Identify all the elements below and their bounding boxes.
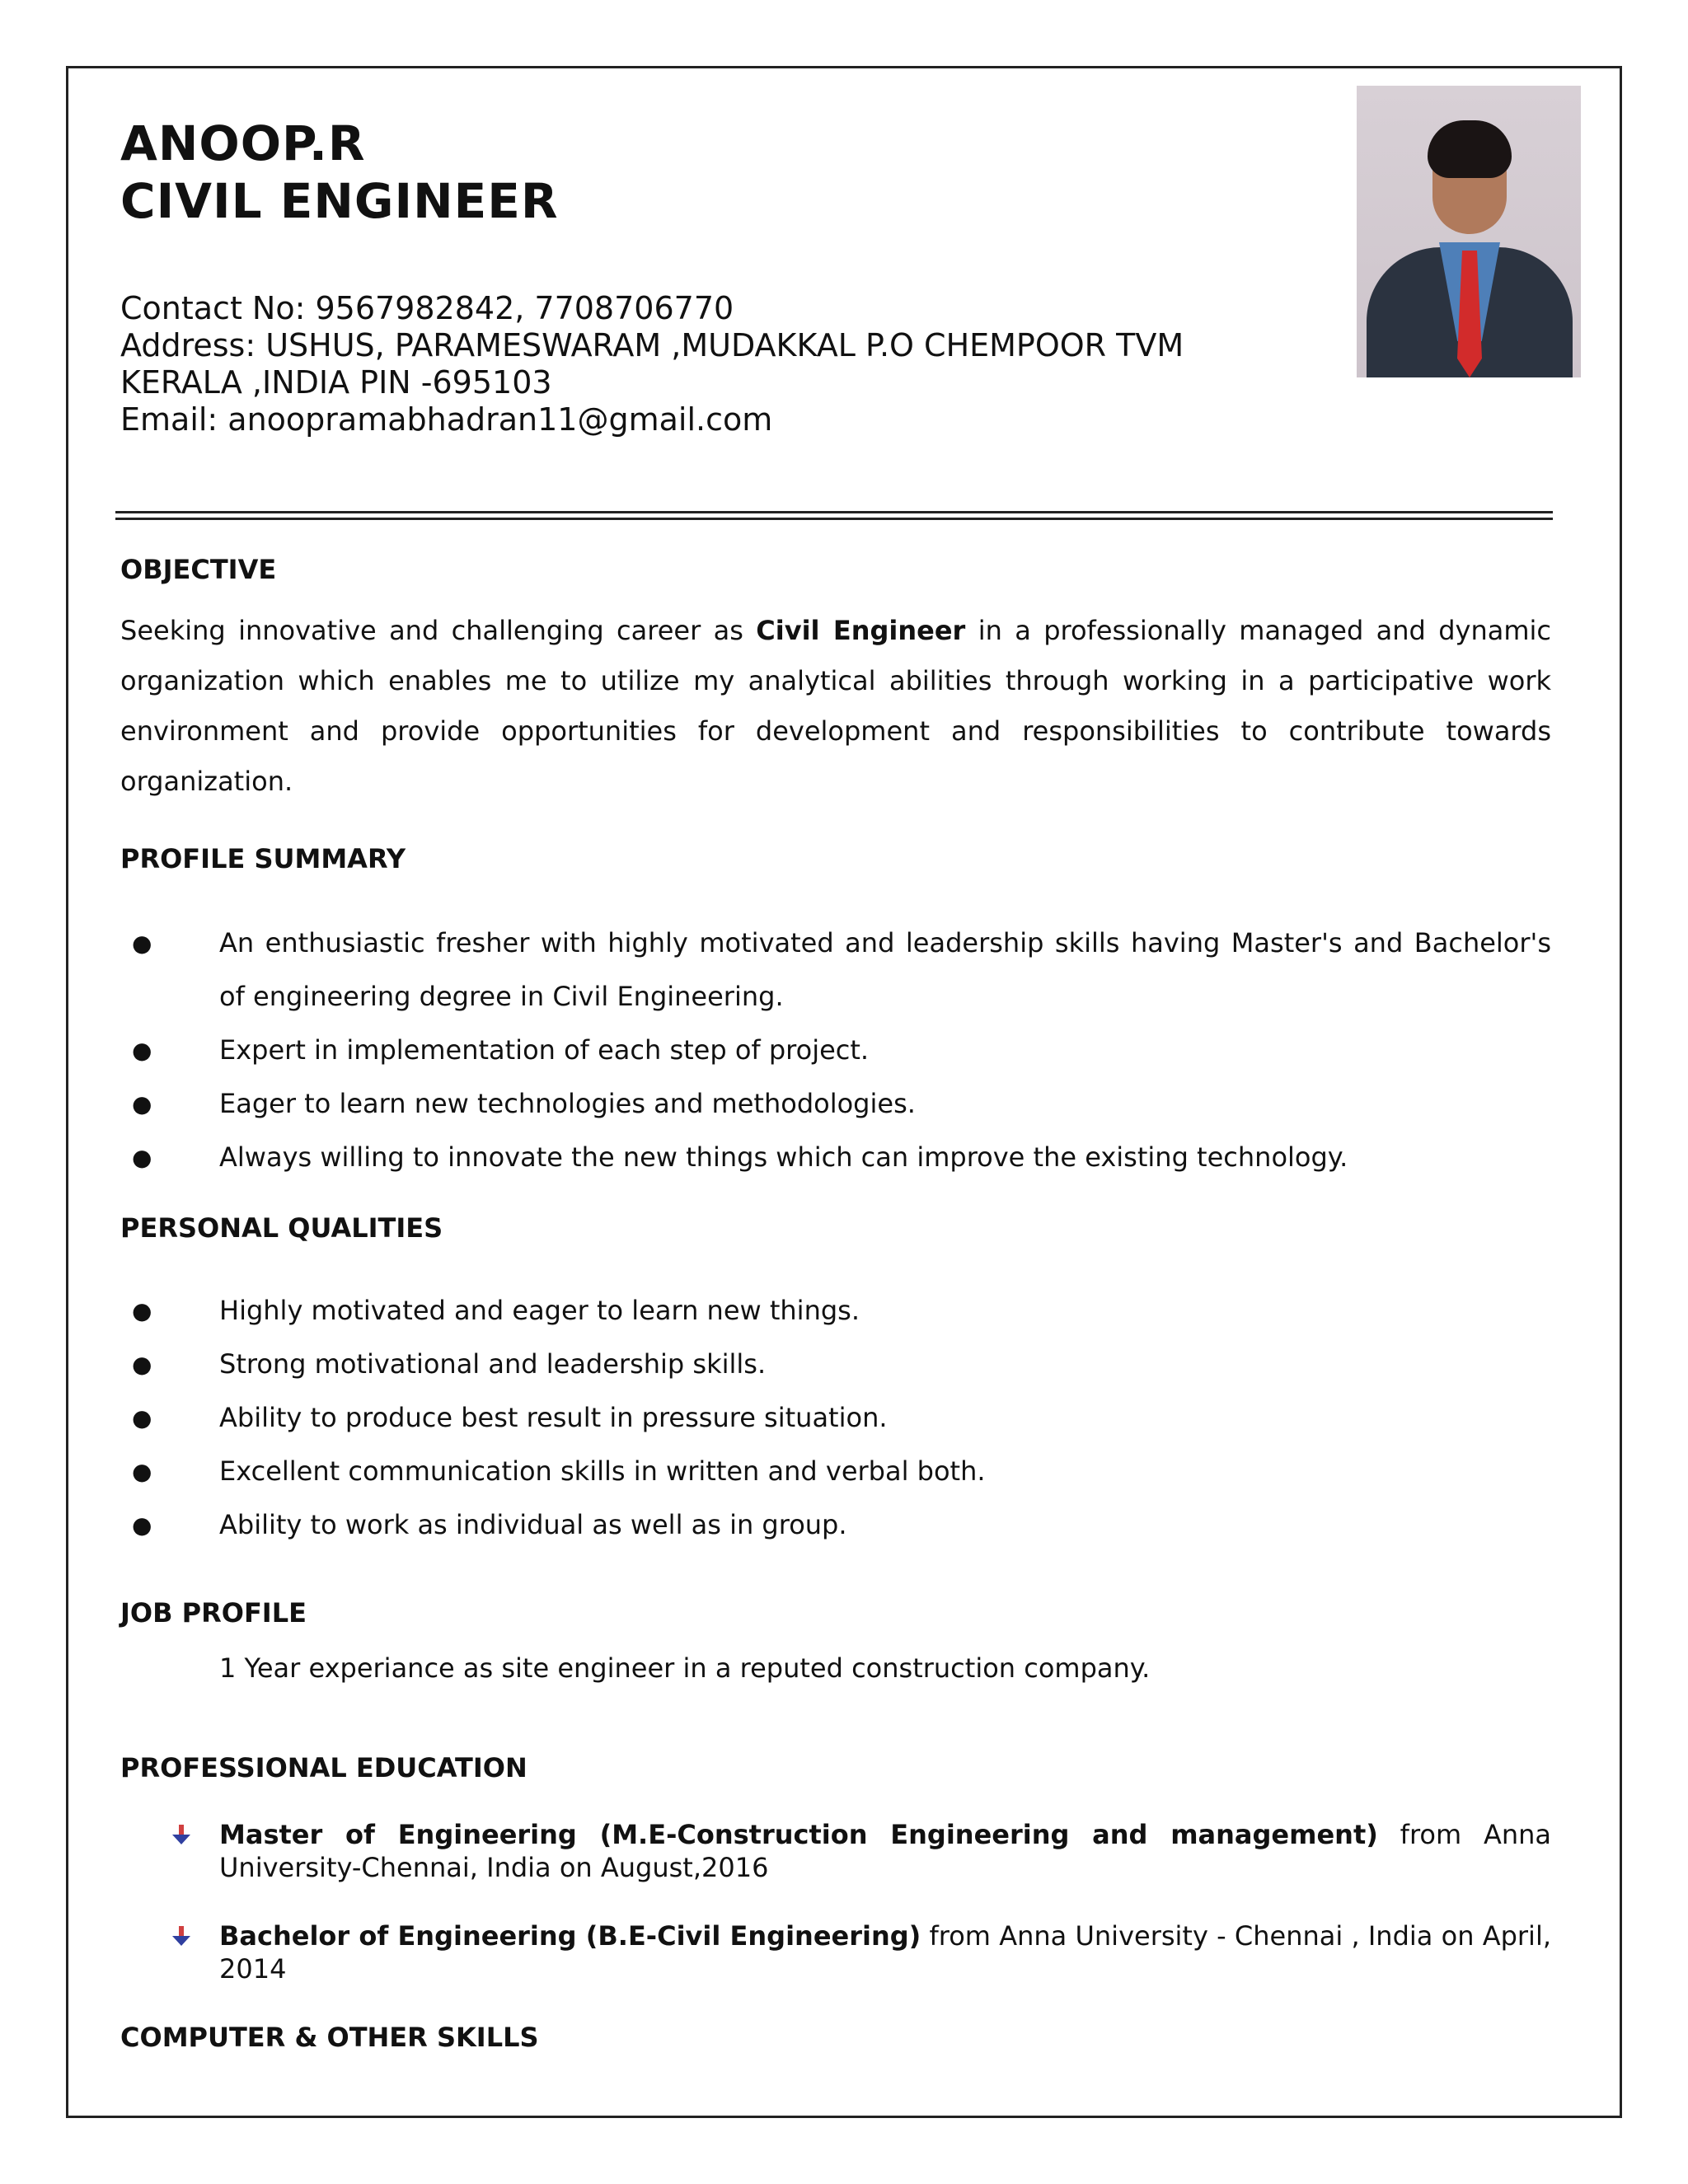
list-item-text: Excellent communication skills in written and verbal both. <box>219 1455 986 1487</box>
list-item-text: Highly motivated and eager to learn new things. <box>219 1295 860 1326</box>
list-item <box>120 1498 1551 1552</box>
list-item <box>120 1077 1551 1131</box>
list-item-text: Strong motivational and leadership skills. <box>219 1348 767 1380</box>
list-item-text: Eager to learn new technologies and methodologies. <box>219 1088 916 1119</box>
contact-email: Email: anoopramabhadran11@gmail.com <box>120 401 773 438</box>
list-item <box>120 1391 1551 1445</box>
objective-heading: OBJECTIVE <box>120 554 277 585</box>
list-item-text: Ability to work as individual as well as in group. <box>219 1509 847 1540</box>
personal-qualities-list <box>120 1284 1551 1552</box>
list-item <box>120 1131 1551 1184</box>
education-item-masters <box>120 1818 1551 1892</box>
objective-text-bold: Civil Engineer <box>756 615 966 646</box>
bullet-dot-icon: ● <box>132 1037 152 1064</box>
profile-summary-heading: PROFILE SUMMARY <box>120 843 406 874</box>
list-item-text: Expert in implementation of each step of project. <box>219 1034 870 1066</box>
education-degree: Master of Engineering (M.E-Construction Engineering and management) <box>219 1819 1378 1850</box>
bullet-dot-icon: ● <box>132 930 152 957</box>
education-item-text <box>219 1818 1551 1884</box>
bullet-dot-icon: ● <box>132 1297 152 1324</box>
job-profile-heading: JOB PROFILE <box>120 1597 307 1629</box>
profile-summary-list <box>120 916 1551 1184</box>
contact-address-line1: Address: USHUS, PARAMESWARAM ,MUDAKKAL P.O CHEMPOOR TVM <box>120 327 1184 363</box>
objective-text-end: in a professionally managed and dynamic organization which enables me to utilize my analytical abilities through working in a participative work environment and provide opportunities for development and responsibilities to contribute towards organization. <box>120 615 1552 797</box>
header-divider-top <box>115 511 1553 513</box>
profile-photo <box>1357 86 1581 377</box>
education-heading: PROFESSIONAL EDUCATION <box>120 1752 528 1783</box>
bullet-dot-icon: ● <box>132 1404 152 1432</box>
objective-text <box>120 606 1551 807</box>
bullet-dot-icon: ● <box>132 1351 152 1378</box>
contact-block <box>120 290 1184 438</box>
education-item-text <box>219 1919 1551 1985</box>
bullet-dot-icon: ● <box>132 1511 152 1539</box>
list-item <box>120 1338 1551 1391</box>
header-divider-bottom <box>115 518 1553 520</box>
candidate-title: CIVIL ENGINEER <box>120 173 559 229</box>
job-profile-text: 1 Year experiance as site engineer in a reputed construction company. <box>219 1652 1151 1684</box>
list-item <box>120 1024 1551 1077</box>
bullet-dot-icon: ● <box>132 1458 152 1485</box>
education-details: from Anna University-Chennai, India on August,2016 <box>219 1819 1552 1883</box>
candidate-name: ANOOP.R <box>120 115 366 171</box>
list-item <box>120 916 1551 1024</box>
contact-address-line2: KERALA ,INDIA PIN -695103 <box>120 364 552 401</box>
skills-heading: COMPUTER & OTHER SKILLS <box>120 2022 539 2053</box>
personal-qualities-heading: PERSONAL QUALITIES <box>120 1212 443 1244</box>
bullet-dot-icon: ● <box>132 1144 152 1171</box>
list-item <box>120 1445 1551 1498</box>
education-item-bachelors <box>120 1919 1551 1994</box>
down-arrow-icon <box>170 1823 193 1846</box>
list-item-text: An enthusiastic fresher with highly motivated and leadership skills having Master's and Bachelor's of engineering degree in Civil Engineering. <box>219 927 1551 1012</box>
education-degree: Bachelor of Engineering (B.E-Civil Engineering) <box>219 1920 921 1952</box>
list-item <box>120 1284 1551 1338</box>
objective-text-start: Seeking innovative and challenging career as <box>120 615 757 646</box>
down-arrow-icon <box>170 1924 193 1947</box>
list-item-text: Ability to produce best result in pressure situation. <box>219 1402 888 1433</box>
photo-hair <box>1428 120 1512 178</box>
education-details: from Anna University - Chennai , India on April, 2014 <box>219 1920 1552 1985</box>
list-item-text: Always willing to innovate the new things which can improve the existing technology. <box>219 1141 1348 1173</box>
contact-phone: Contact No: 9567982842, 7708706770 <box>120 290 734 326</box>
bullet-dot-icon: ● <box>132 1090 152 1118</box>
